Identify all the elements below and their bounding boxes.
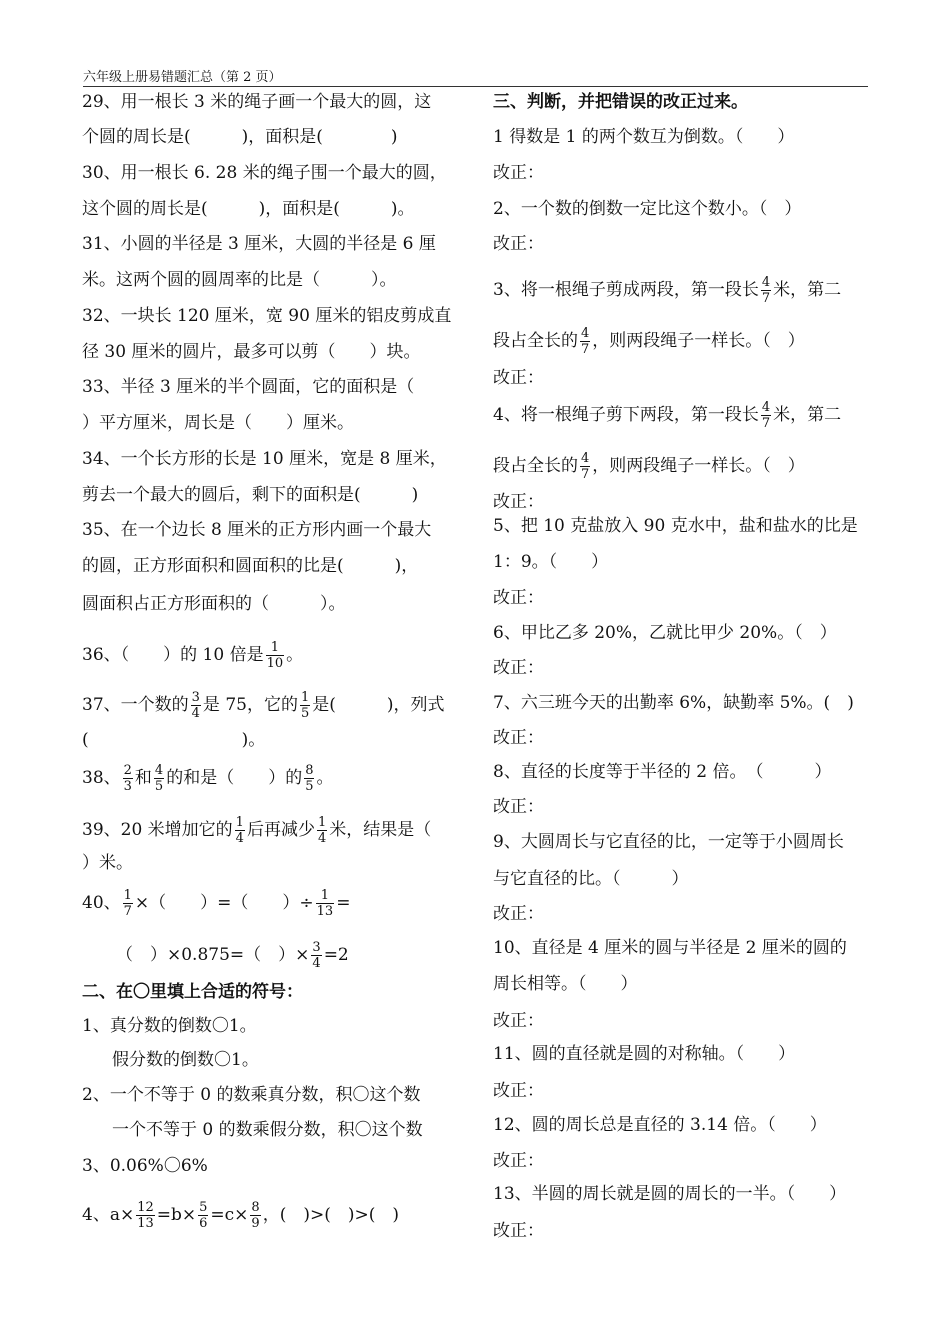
q31-line1: 31、小圆的半径是 3 厘米，大圆的半径是 6 厘 — [82, 234, 436, 254]
r-q13: 13、半圆的周长就是圆的周长的一半。（ ） — [493, 1184, 847, 1204]
q39-line2: ）米。 — [82, 853, 133, 873]
s2-q2-line2: 一个不等于 0 的数乘假分数，积〇这个数 — [112, 1120, 423, 1140]
fraction: $\frac{1}{4}$ — [317, 815, 327, 846]
r-q3-line1: 3、将一根绳子剪成两段，第一段长 $\frac{4}{7}$ 米，第二 — [493, 275, 842, 306]
q40-line2: （ ）×0.875=（ ）× $\frac{3}{4}$ =2 — [116, 940, 349, 971]
fraction: $\frac{1}{10}$ — [266, 640, 284, 671]
r-q8: 8、直径的长度等于半径的 2 倍。 （ ） — [493, 762, 832, 782]
fix-label: 改正： — [493, 1011, 544, 1031]
fraction: $\frac{8}{5}$ — [305, 763, 314, 794]
section3-heading: 三、判断，并把错误的改正过来。 — [493, 92, 748, 112]
s2-q1-line2: 假分数的倒数〇1。 — [112, 1050, 259, 1070]
q29-line1: 29、用一根长 3 米的绳子画一个最大的圆，这 — [82, 92, 432, 112]
fix-label: 改正： — [493, 1081, 544, 1101]
q36-line: 36、（ ）的 10 倍是 $\frac{1}{10}$ 。 — [82, 640, 304, 671]
fix-label: 改正： — [493, 492, 544, 512]
fraction: $\frac{2}{3}$ — [123, 763, 132, 794]
q39-line1: 39、20 米增加它的 $\frac{1}{4}$ 后再减少 $\frac{1}{4}$ 米，结果是（ — [82, 815, 432, 846]
s2-q1-line1: 1、真分数的倒数〇1。 — [82, 1016, 257, 1036]
fraction: $\frac{8}{9}$ — [251, 1200, 260, 1231]
r-q9-line2: 与它直径的比。（ ） — [493, 869, 689, 889]
fraction: $\frac{4}{7}$ — [581, 326, 590, 357]
fraction: $\frac{1}{13}$ — [316, 888, 334, 919]
fraction: $\frac{1}{5}$ — [300, 690, 310, 721]
fraction: $\frac{1}{4}$ — [235, 815, 244, 846]
r-q4-line1: 4、将一根绳子剪下两段，第一段长 $\frac{4}{7}$ 米，第二 — [493, 400, 842, 431]
q38-line: 38、 $\frac{2}{3}$ 和 $\frac{4}{5}$ 的和是（ ）的 $\frac{8}{5}$ 。 — [82, 763, 334, 794]
r-q5-line2: 1：9。（ ） — [493, 552, 609, 572]
q33-line2: ）平方厘米，周长是（ ）厘米。 — [82, 413, 354, 433]
fraction: $\frac{4}{7}$ — [761, 275, 771, 306]
r-q3-line2: 段占全长的 $\frac{4}{7}$ ，则两段绳子一样长。（ ） — [493, 326, 805, 357]
fraction: $\frac{3}{4}$ — [191, 690, 200, 721]
q34-line1: 34、一个长方形的长是 10 厘米，宽是 8 厘米， — [82, 449, 447, 469]
s2-q4-line: 4、a× $\frac{12}{13}$ =b× $\frac{5}{6}$ =c× $\frac{8}{9}$ ，( )>( )>( ) — [82, 1200, 399, 1231]
q29-line2: 个圆的周长是( )，面积是( ) — [82, 127, 398, 147]
q30-line1: 30、用一根长 6. 28 米的绳子围一个最大的圆， — [82, 163, 447, 183]
r-q2: 2、一个数的倒数一定比这个数小。（ ） — [493, 199, 802, 219]
section2-heading: 二、在〇里填上合适的符号： — [82, 982, 303, 1002]
r-q12: 12、圆的周长总是直径的 3.14 倍。（ ） — [493, 1115, 827, 1135]
fix-label: 改正： — [493, 904, 544, 924]
fraction: $\frac{4}{7}$ — [581, 451, 590, 482]
q32-line1: 32、一块长 120 厘米，宽 90 厘米的铝皮剪成直 — [82, 306, 452, 326]
fix-label: 改正： — [493, 1151, 544, 1171]
q35-line2: 的圆，正方形面积和圆面积的比是( )， — [82, 556, 419, 576]
r-q1: 1 得数是 1 的两个数互为倒数。（ ） — [493, 127, 795, 147]
s2-q3-line: 3、0.06%〇6% — [82, 1156, 208, 1176]
fix-label: 改正： — [493, 588, 544, 608]
fraction: $\frac{3}{4}$ — [312, 940, 321, 971]
r-q10-line1: 10、直径是 4 厘米的圆与半径是 2 厘米的圆的 — [493, 938, 847, 958]
q34-line2: 剪去一个最大的圆后，剩下的面积是( ) — [82, 485, 419, 505]
q33-line1: 33、半径 3 厘米的半个圆面，它的面积是（ — [82, 377, 415, 397]
fix-label: 改正： — [493, 728, 544, 748]
fraction: $\frac{4}{7}$ — [761, 400, 771, 431]
r-q9-line1: 9、大圆周长与它直径的比，一定等于小圆周长 — [493, 832, 844, 852]
r-q6: 6、甲比乙多 20%，乙就比甲少 20%。（ ） — [493, 623, 837, 643]
s2-q2-line1: 2、一个不等于 0 的数乘真分数，积〇这个数 — [82, 1085, 421, 1105]
fraction: $\frac{4}{5}$ — [154, 763, 164, 794]
q37-line1: 37、一个数的 $\frac{3}{4}$ 是 75，它的 $\frac{1}{5}$ 是( )，列式 — [82, 690, 445, 721]
r-q5-line1: 5、把 10 克盐放入 90 克水中，盐和盐水的比是 — [493, 516, 858, 536]
r-q4-line2: 段占全长的 $\frac{4}{7}$ ，则两段绳子一样长。（ ） — [493, 451, 805, 482]
fraction: $\frac{12}{13}$ — [137, 1200, 154, 1231]
q30-line2: 这个圆的周长是( )，面积是( )。 — [82, 199, 415, 219]
fix-label: 改正： — [493, 658, 544, 678]
q37-line2: ( )。 — [82, 730, 266, 750]
r-q7: 7、六三班今天的出勤率 6%，缺勤率 5%。( ) — [493, 693, 854, 713]
header-title: 六年级上册易错题汇总（第 2 页） — [83, 70, 282, 85]
fix-label: 改正： — [493, 234, 544, 254]
q32-line2: 径 30 厘米的圆片，最多可以剪（ ）块。 — [82, 342, 421, 362]
q35-line3: 圆面积占正方形面积的（ ）。 — [82, 594, 346, 614]
fix-label: 改正： — [493, 1221, 544, 1241]
fix-label: 改正： — [493, 368, 544, 388]
page-header — [83, 64, 868, 87]
fraction: $\frac{1}{7}$ — [123, 888, 132, 919]
q31-line2: 米。这两个圆的圆周率的比是（ ）。 — [82, 270, 397, 290]
r-q10-line2: 周长相等。（ ） — [493, 974, 638, 994]
q35-line1: 35、在一个边长 8 厘米的正方形内画一个最大 — [82, 520, 432, 540]
fix-label: 改正： — [493, 797, 544, 817]
r-q11: 11、圆的直径就是圆的对称轴。（ ） — [493, 1044, 796, 1064]
fix-label: 改正： — [493, 163, 544, 183]
fraction: $\frac{5}{6}$ — [199, 1200, 208, 1231]
q40-line1: 40、 $\frac{1}{7}$ ×（ ）=（ ）÷ $\frac{1}{13}$ = — [82, 888, 351, 919]
